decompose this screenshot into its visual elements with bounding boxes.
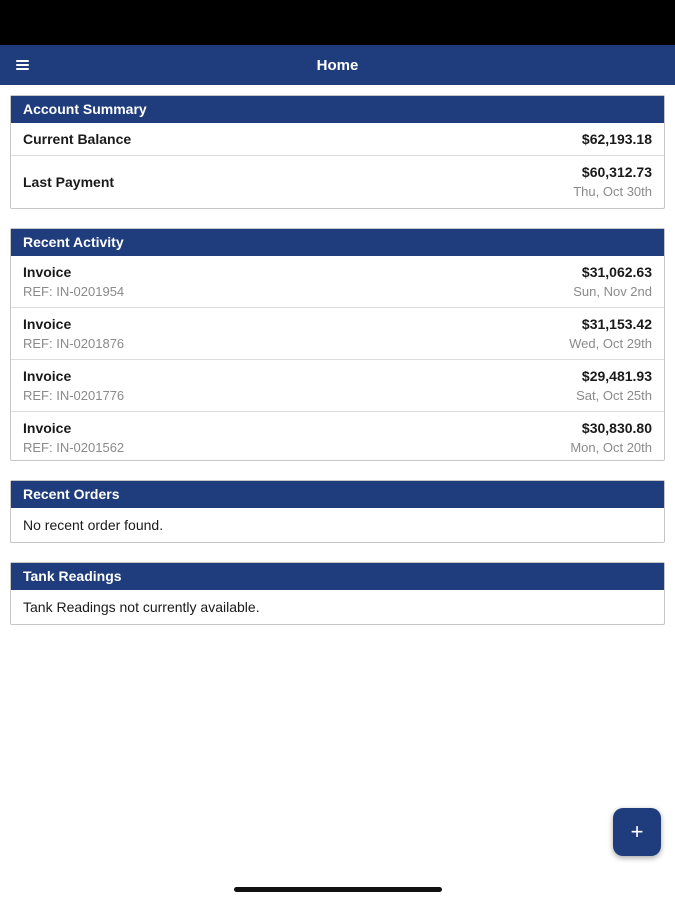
recent-activity-header: Recent Activity bbox=[11, 229, 664, 256]
activity-type: Invoice bbox=[23, 264, 72, 280]
activity-amount: $31,153.42 bbox=[581, 316, 652, 332]
last-payment-row bbox=[11, 155, 664, 208]
activity-ref: REF: IN-0201876 bbox=[23, 336, 125, 351]
hamburger-bar bbox=[16, 60, 29, 62]
last-payment-value: $60,312.73 bbox=[581, 164, 652, 180]
activity-ref: REF: IN-0201776 bbox=[23, 388, 125, 403]
home-indicator[interactable] bbox=[234, 887, 442, 892]
activity-date: Sat, Oct 25th bbox=[576, 388, 652, 403]
activity-item[interactable] bbox=[11, 359, 664, 411]
current-balance-row bbox=[11, 123, 664, 155]
account-summary-card bbox=[10, 95, 665, 209]
tank-readings-empty-message: Tank Readings not currently available. bbox=[23, 599, 260, 615]
current-balance-label: Current Balance bbox=[23, 131, 132, 147]
activity-type: Invoice bbox=[23, 316, 72, 332]
add-button[interactable]: + bbox=[613, 808, 661, 856]
activity-date: Mon, Oct 20th bbox=[570, 440, 652, 455]
hamburger-bar bbox=[16, 68, 29, 70]
recent-orders-card bbox=[10, 480, 665, 543]
recent-orders-header: Recent Orders bbox=[11, 481, 664, 508]
recent-activity-card bbox=[10, 228, 665, 461]
activity-amount: $30,830.80 bbox=[581, 420, 652, 436]
main-content bbox=[0, 85, 675, 625]
tank-readings-header: Tank Readings bbox=[11, 563, 664, 590]
activity-type: Invoice bbox=[23, 368, 72, 384]
activity-item[interactable] bbox=[11, 307, 664, 359]
current-balance-value: $62,193.18 bbox=[581, 131, 652, 147]
activity-date: Wed, Oct 29th bbox=[569, 336, 652, 351]
activity-item[interactable] bbox=[11, 411, 664, 460]
page-title: Home bbox=[316, 56, 359, 74]
recent-activity-list bbox=[11, 256, 664, 460]
activity-ref: REF: IN-0201954 bbox=[23, 284, 125, 299]
recent-orders-empty-message: No recent order found. bbox=[23, 517, 164, 533]
status-bar bbox=[0, 0, 675, 45]
activity-ref: REF: IN-0201562 bbox=[23, 440, 125, 455]
activity-amount: $31,062.63 bbox=[581, 264, 652, 280]
hamburger-bar bbox=[16, 64, 29, 66]
activity-date: Sun, Nov 2nd bbox=[573, 284, 652, 299]
activity-type: Invoice bbox=[23, 420, 72, 436]
app-header bbox=[0, 45, 675, 85]
activity-amount: $29,481.93 bbox=[581, 368, 652, 384]
activity-item[interactable] bbox=[11, 256, 664, 307]
last-payment-label: Last Payment bbox=[23, 174, 115, 190]
tank-readings-card bbox=[10, 562, 665, 625]
account-summary-header: Account Summary bbox=[11, 96, 664, 123]
hamburger-menu-icon[interactable] bbox=[12, 56, 33, 74]
last-payment-date: Thu, Oct 30th bbox=[573, 184, 652, 199]
